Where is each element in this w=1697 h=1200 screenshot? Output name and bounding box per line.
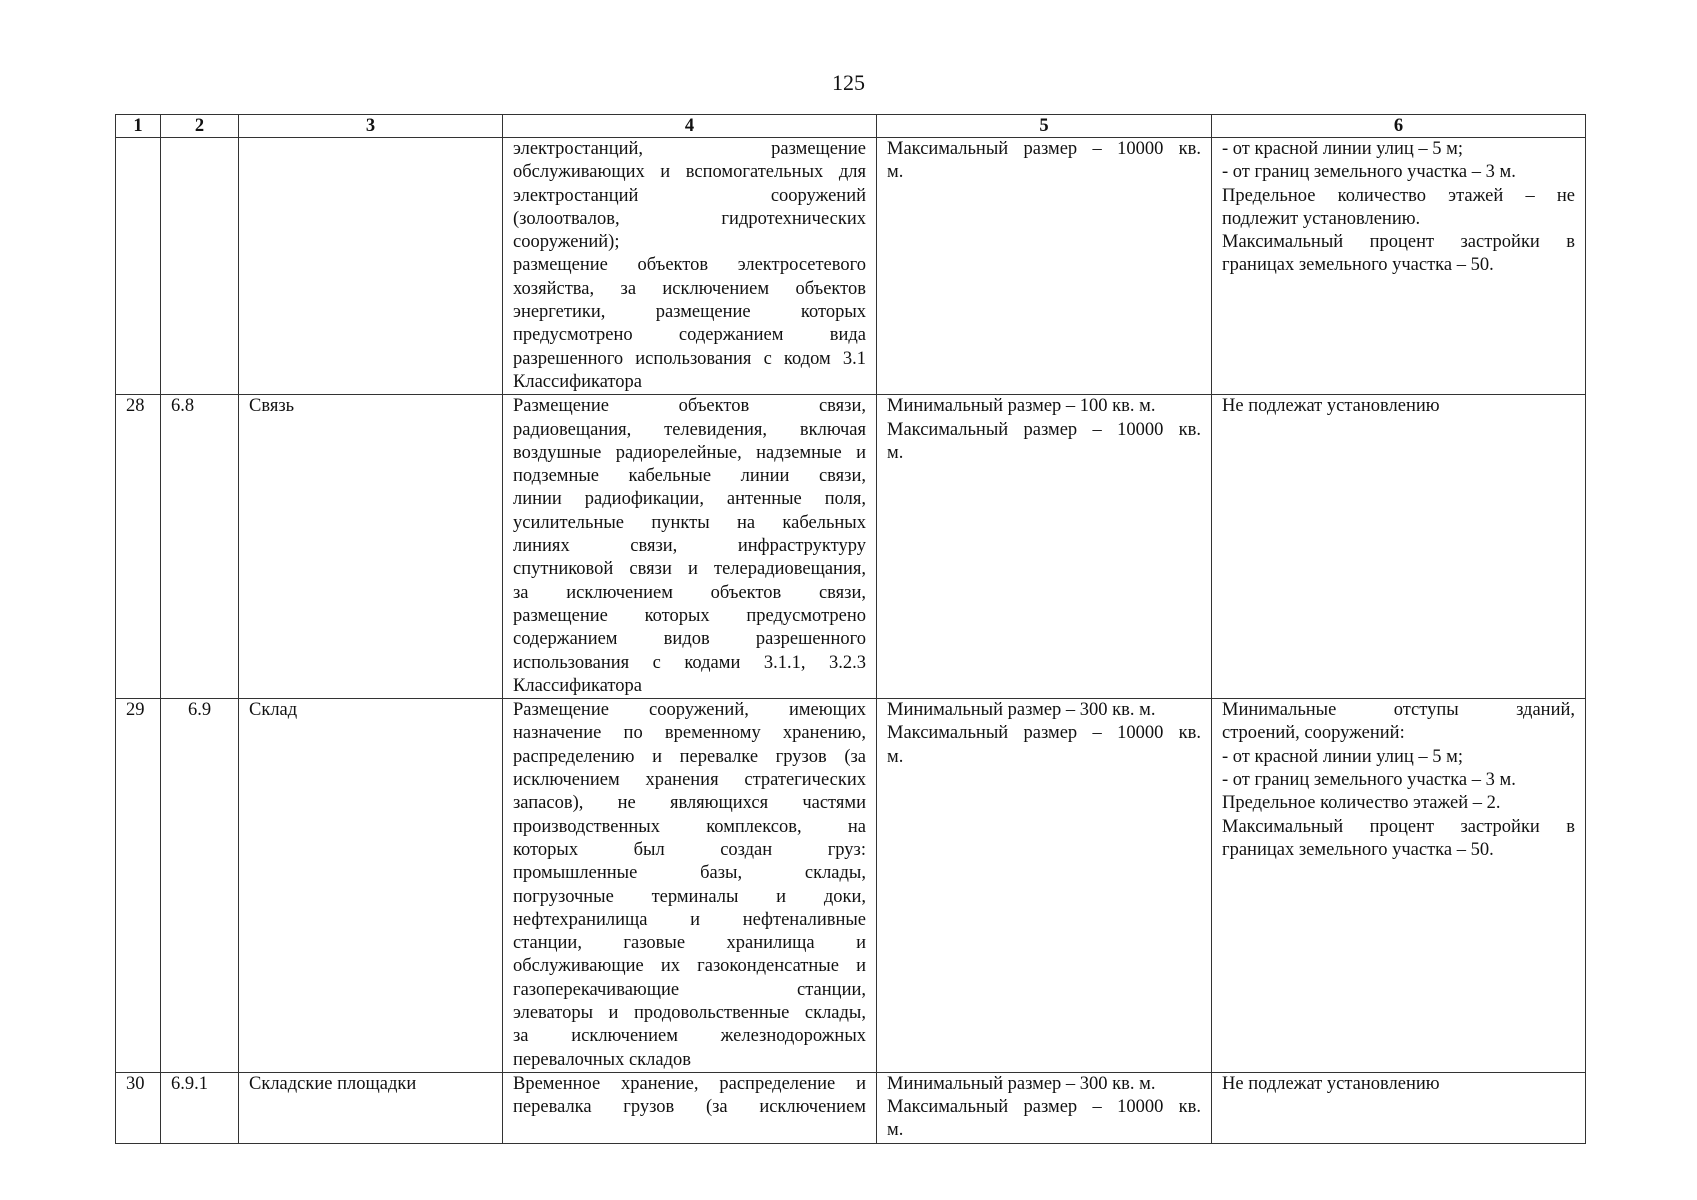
description-cell-line: станции, газовые хранилища и [513,933,866,954]
plot-size-cell-line: м. [887,442,904,463]
description-cell [503,699,877,1073]
table-row [116,138,1586,395]
plot-size-cell-line: м. [887,746,904,767]
table-row [116,1072,1586,1143]
description-cell-line: содержанием видов разрешенного [513,629,866,650]
description-cell-line: нефтехранилища и нефтеналивные [513,909,866,930]
description-cell-line: погрузочные терминалы и доки, [513,886,866,907]
column-header-6: 6 [1212,115,1586,138]
column-header-4: 4 [503,115,877,138]
parameters-cell-line: Максимальный процент застройки в [1222,816,1575,837]
parameters-cell [1212,699,1586,1073]
description-cell-line: распределению и перевалке грузов (за [513,746,866,767]
description-cell-line: радиовещания, телевидения, включая [513,419,866,440]
parameters-cell-line: Предельное количество этажей – не [1222,185,1575,206]
description-cell-line: предусмотрено содержанием вида [513,325,866,346]
parameters-cell-line: Предельное количество этажей – 2. [1222,793,1501,814]
table-body [116,138,1586,1144]
description-cell-line: Классификатора [513,675,642,696]
plot-size-cell-line: Минимальный размер – 300 кв. м. [887,1073,1156,1094]
description-cell-line: за исключением железнодорожных [513,1026,866,1047]
column-header-2: 2 [161,115,239,138]
description-cell-line: воздушные радиорелейные, надземные и [513,442,866,463]
parameters-cell-line: - от красной линии улиц – 5 м; [1222,139,1463,159]
description-cell-line: газоперекачивающие станции, [513,979,866,1000]
description-cell-line: сооружений); [513,232,620,253]
description-cell-line: за исключением объектов связи, [513,582,866,603]
description-cell-line: энергетики, размещение которых [513,302,866,323]
parameters-cell [1212,395,1586,699]
parameters-cell-line: - от границ земельного участка – 3 м. [1222,162,1516,183]
description-cell-line: промышленные базы, склады, [513,863,866,884]
plot-size-cell-line: Минимальный размер – 300 кв. м. [887,700,1156,721]
description-cell-line: спутниковой связи и телерадиовещания, [513,559,866,580]
parameters-cell [1212,138,1586,395]
parameters-cell-line: - от границ земельного участка – 3 м. [1222,770,1516,791]
parameters-cell-line: Минимальные отступы зданий, [1222,700,1575,721]
description-cell-line: подземные кабельные линии связи, [513,466,866,487]
description-cell-line: обслуживающих и вспомогательных для [513,162,866,183]
use-name-cell: Складские площадки [239,1072,503,1143]
description-cell-line: исключением хранения стратегических [513,770,866,791]
page-number: 125 [832,70,865,95]
plot-size-cell [877,1072,1212,1143]
description-cell-line: перевалочных складов [513,1049,691,1070]
description-cell-line: (золоотвалов, гидротехнических [513,208,866,229]
row-number-cell: 28 [116,395,161,699]
parameters-cell-line: Максимальный процент застройки в [1222,232,1575,253]
plot-size-cell-line: м. [887,162,904,183]
description-cell-line: запасов), не являющихся частями [513,793,866,814]
description-cell-line: усилительные пункты на кабельных [513,512,866,533]
parameters-cell-line: границах земельного участка – 50. [1222,255,1494,276]
plot-size-cell [877,699,1212,1073]
description-cell [503,395,877,699]
parameters-cell [1212,1072,1586,1143]
description-cell-line: использования с кодами 3.1.1, 3.2.3 [513,652,866,673]
plot-size-cell-line: м. [887,1120,904,1141]
parameters-cell-line: границах земельного участка – 50. [1222,839,1494,860]
description-cell [503,1072,877,1143]
description-cell-line: Размещение сооружений, имеющих [513,700,866,721]
code-cell: 6.9 [161,699,239,1073]
plot-size-cell-line: Максимальный размер – 10000 кв. [887,723,1201,744]
code-cell: 6.9.1 [161,1072,239,1143]
description-cell [503,138,877,395]
table-row [116,699,1586,1073]
description-cell-line: перевалка грузов (за исключением [513,1097,866,1118]
use-name-cell [239,138,503,395]
plot-size-cell-line: Максимальный размер – 10000 кв. [887,1097,1201,1118]
table-row [116,395,1586,699]
table-header-row [116,115,1586,138]
plot-size-cell [877,138,1212,395]
description-cell-line: которых был создан груз: [513,839,866,860]
plot-size-cell-line: Максимальный размер – 10000 кв. [887,419,1201,440]
description-cell-line: Классификатора [513,371,642,392]
regulations-table [115,114,1586,1144]
use-name-cell: Склад [239,699,503,1073]
plot-size-cell [877,395,1212,699]
parameters-cell-line: Не подлежат установлению [1222,396,1440,417]
description-cell-line: Размещение объектов связи, [513,396,866,417]
description-cell-line: электростанций, размещение [513,139,866,159]
parameters-cell-line: подлежит установлению. [1222,208,1421,229]
row-number-cell [116,138,161,395]
description-cell-line: разрешенного использования с кодом 3.1 [513,348,866,369]
description-cell-line: обслуживающие их газоконденсатные и [513,956,866,977]
column-header-3: 3 [239,115,503,138]
description-cell-line: производственных комплексов, на [513,816,866,837]
column-header-5: 5 [877,115,1212,138]
description-cell-line: назначение по временному хранению, [513,723,866,744]
code-cell [161,138,239,395]
description-cell-line: размещение объектов электросетевого [513,255,866,276]
use-name-cell: Связь [239,395,503,699]
description-cell-line: линии радиофикации, антенные поля, [513,489,866,510]
description-cell-line: Временное хранение, распределение и [513,1073,866,1094]
row-number-cell: 30 [116,1072,161,1143]
description-cell-line: электростанций сооружений [513,185,866,206]
row-number-cell: 29 [116,699,161,1073]
parameters-cell-line: строений, сооружений: [1222,723,1405,744]
code-cell: 6.8 [161,395,239,699]
plot-size-cell-line: Максимальный размер – 10000 кв. [887,139,1201,159]
description-cell-line: размещение которых предусмотрено [513,605,866,626]
parameters-cell-line: - от красной линии улиц – 5 м; [1222,746,1463,767]
description-cell-line: элеваторы и продовольственные склады, [513,1002,866,1023]
description-cell-line: хозяйства, за исключением объектов [513,278,866,299]
plot-size-cell-line: Минимальный размер – 100 кв. м. [887,396,1156,417]
parameters-cell-line: Не подлежат установлению [1222,1073,1440,1094]
description-cell-line: линиях связи, инфраструктуру [513,536,866,557]
column-header-1: 1 [116,115,161,138]
